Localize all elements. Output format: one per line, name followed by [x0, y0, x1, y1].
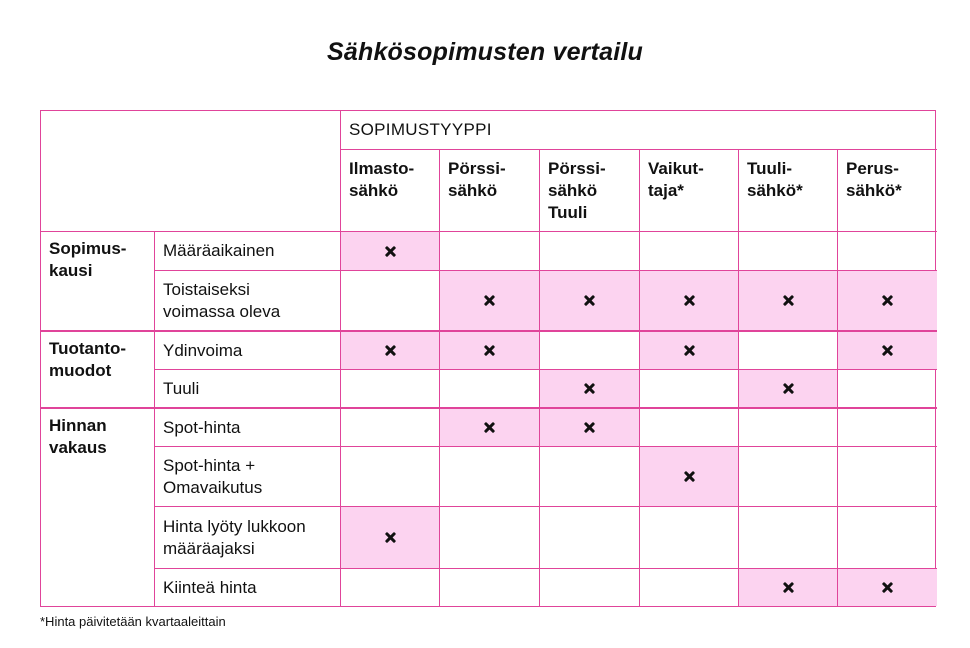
empty-cell [640, 408, 739, 447]
check-mark [341, 507, 440, 569]
x-mark-icon [584, 422, 595, 433]
empty-cell [540, 331, 640, 370]
check-mark [540, 408, 640, 447]
check-mark [739, 271, 838, 331]
empty-cell [739, 408, 838, 447]
row-group-label: Hinnan vakaus [41, 408, 155, 606]
empty-cell [640, 370, 739, 408]
x-mark-icon [882, 345, 893, 356]
empty-cell [739, 232, 838, 271]
empty-cell [838, 507, 937, 569]
check-mark [540, 370, 640, 408]
x-mark-icon [783, 295, 794, 306]
empty-cell [341, 271, 440, 331]
row-label: Tuuli [155, 370, 341, 408]
column-header: Pörssi- sähkö [440, 150, 540, 232]
x-mark-icon [584, 295, 595, 306]
empty-cell [540, 232, 640, 271]
x-mark-icon [882, 582, 893, 593]
row-label: Ydinvoima [155, 331, 341, 370]
page-title: Sähkösopimusten vertailu [327, 38, 643, 66]
comparison-table [40, 110, 936, 607]
row-group-label: Sopimus- kausi [41, 232, 155, 331]
check-mark [540, 271, 640, 331]
check-mark [838, 331, 937, 370]
x-mark-icon [783, 383, 794, 394]
check-mark [640, 447, 739, 507]
row-label: Toistaiseksi voimassa oleva [155, 271, 341, 331]
x-mark-icon [385, 532, 396, 543]
empty-cell [540, 569, 640, 606]
x-mark-icon [684, 295, 695, 306]
empty-cell [341, 569, 440, 606]
empty-cell [540, 447, 640, 507]
check-mark [838, 271, 937, 331]
empty-cell [440, 507, 540, 569]
check-mark [440, 271, 540, 331]
check-mark [341, 331, 440, 370]
empty-cell [640, 507, 739, 569]
column-header: Vaikut- taja* [640, 150, 739, 232]
empty-cell [838, 370, 937, 408]
x-mark-icon [783, 582, 794, 593]
row-label: Spot-hinta + Omavaikutus [155, 447, 341, 507]
column-header: Perus- sähkö* [838, 150, 937, 232]
check-mark [341, 232, 440, 271]
empty-cell [440, 232, 540, 271]
check-mark [440, 408, 540, 447]
empty-cell [540, 507, 640, 569]
row-group-label: Tuotanto- muodot [41, 331, 155, 408]
x-mark-icon [684, 471, 695, 482]
x-mark-icon [484, 295, 495, 306]
empty-cell [440, 447, 540, 507]
x-mark-icon [882, 295, 893, 306]
footnote: *Hinta päivitetään kvartaaleittain [40, 614, 226, 629]
empty-cell [640, 569, 739, 606]
x-mark-icon [484, 422, 495, 433]
empty-cell [440, 569, 540, 606]
empty-cell [739, 447, 838, 507]
check-mark [640, 331, 739, 370]
empty-cell [440, 370, 540, 408]
row-label: Kiinteä hinta [155, 569, 341, 606]
x-mark-icon [385, 345, 396, 356]
x-mark-icon [484, 345, 495, 356]
table-corner [41, 111, 341, 232]
x-mark-icon [584, 383, 595, 394]
empty-cell [739, 507, 838, 569]
x-mark-icon [684, 345, 695, 356]
empty-cell [838, 232, 937, 271]
empty-cell [838, 408, 937, 447]
sopimustyyppi-header: SOPIMUSTYYPPI [341, 111, 937, 150]
empty-cell [739, 331, 838, 370]
empty-cell [838, 447, 937, 507]
empty-cell [341, 408, 440, 447]
column-header: Ilmasto- sähkö [341, 150, 440, 232]
empty-cell [341, 370, 440, 408]
row-label: Määräaikainen [155, 232, 341, 271]
empty-cell [640, 232, 739, 271]
row-label: Spot-hinta [155, 408, 341, 447]
check-mark [640, 271, 739, 331]
x-mark-icon [385, 246, 396, 257]
column-header: Pörssi- sähkö Tuuli [540, 150, 640, 232]
empty-cell [341, 447, 440, 507]
check-mark [739, 370, 838, 408]
check-mark [739, 569, 838, 606]
check-mark [440, 331, 540, 370]
column-header: Tuuli- sähkö* [739, 150, 838, 232]
check-mark [838, 569, 937, 606]
row-label: Hinta lyöty lukkoon määräajaksi [155, 507, 341, 569]
